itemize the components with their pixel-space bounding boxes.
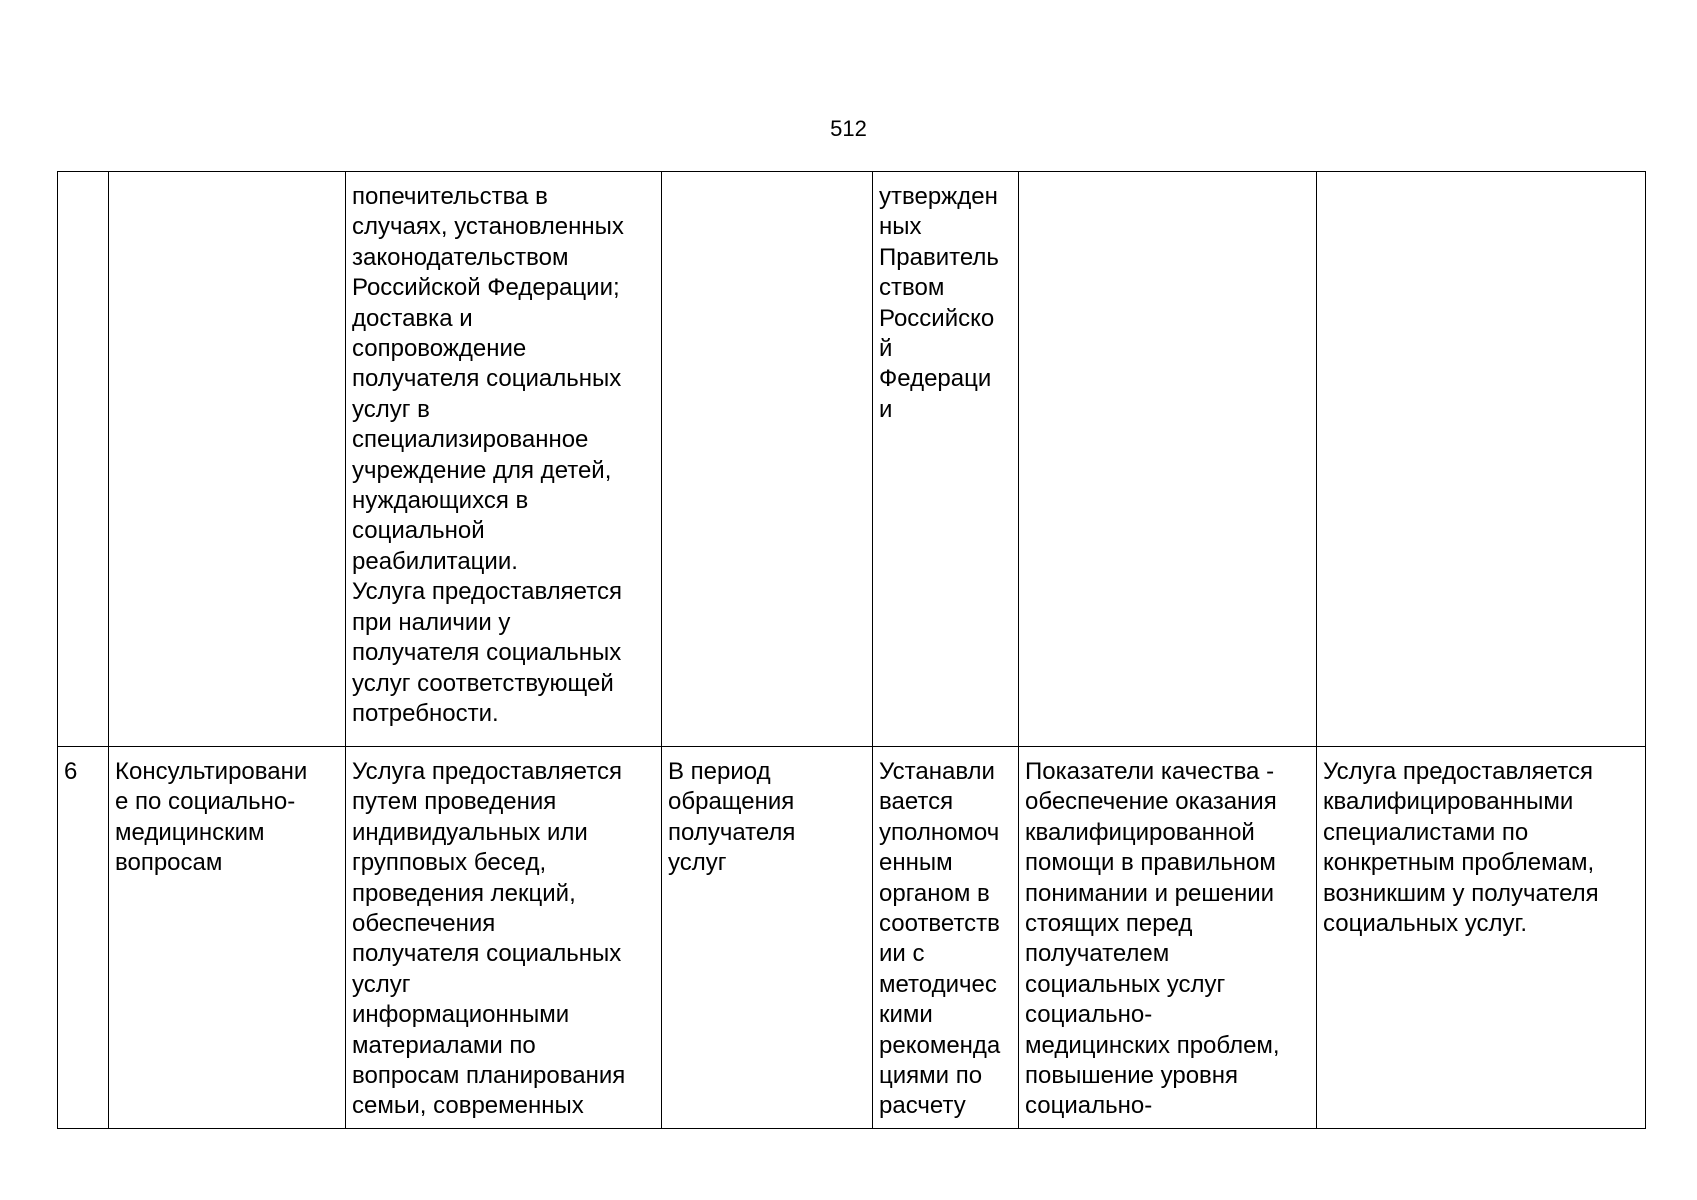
table-row [58, 747, 1646, 1129]
cell-period: В период обращения получателя услуг [662, 747, 873, 1129]
cell-quality: Показатели качества - обеспечение оказания квалифицированной помощи в правильном понимании и решении стоящих перед получателем социальных услуг социально- медицинских проблем, повышение уровня социально- [1019, 747, 1317, 1129]
cell-tariff: утвержден ных Правитель ством Российско й Федераци и [873, 172, 1019, 747]
services-table [57, 171, 1646, 1129]
cell-period [662, 172, 873, 747]
cell-conditions: Услуга предоставляется квалифицированными специалистами по конкретным проблемам, возникшим у получателя социальных услуг. [1317, 747, 1646, 1129]
cell-quality [1019, 172, 1317, 747]
page-number: 512 [830, 116, 867, 141]
cell-service-name [109, 172, 346, 747]
table-row [58, 172, 1646, 747]
cell-number [58, 172, 109, 747]
cell-number: 6 [58, 747, 109, 1129]
cell-description: попечительства в случаях, установленных законодательством Российской Федерации; доставка и сопровождение получателя социальных услуг в специализированное учреждение для детей, нуждающихся в социальной реабилитации. Услуга предоставляется при наличии у получателя социальных услуг соответствующей потребности. [346, 172, 662, 747]
cell-description: Услуга предоставляется путем проведения индивидуальных или групповых бесед, проведения лекций, обеспечения получателя социальных услуг информационными материалами по вопросам планирования семьи, современных [346, 747, 662, 1129]
cell-service-name: Консультировани е по социально- медицинским вопросам [109, 747, 346, 1129]
cell-tariff: Устанавли вается уполномоч енным органом в соответств ии с методичес кими рекоменда циями по расчету [873, 747, 1019, 1129]
cell-conditions [1317, 172, 1646, 747]
